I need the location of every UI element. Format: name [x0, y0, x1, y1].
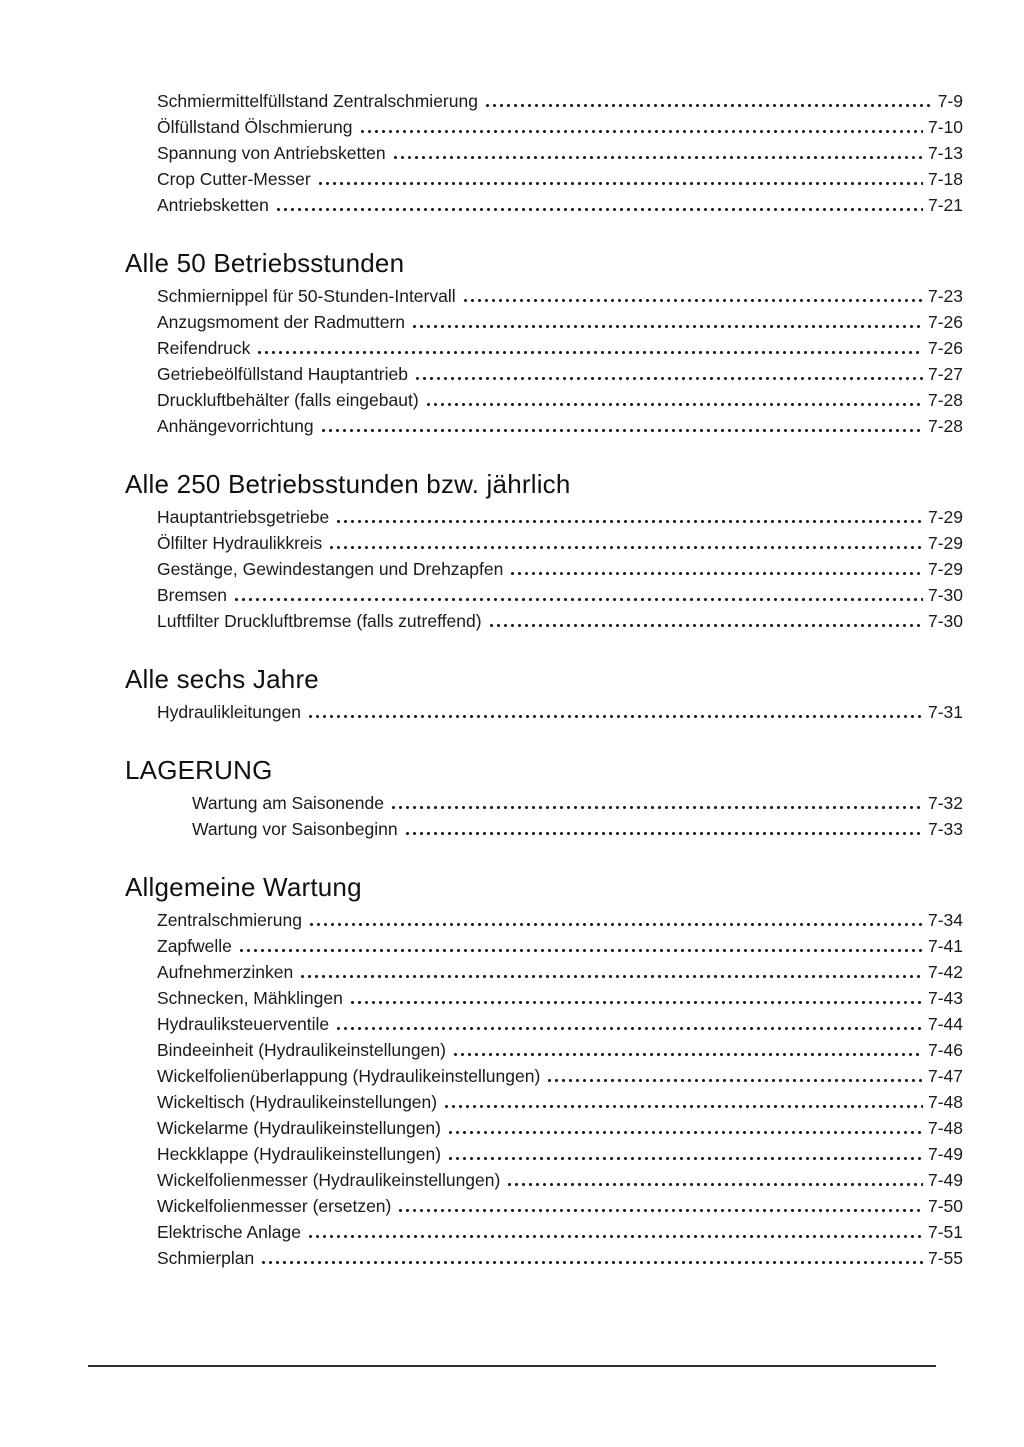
toc-entry	[157, 114, 963, 140]
toc-entry-page: 7-49	[927, 1170, 963, 1190]
section-heading: LAGERUNG	[125, 755, 273, 785]
toc-entry	[157, 1089, 963, 1115]
toc-entry-label: Schmierplan	[157, 1248, 255, 1268]
toc-entry-label: Bremsen	[157, 585, 228, 605]
toc-entry-label: Aufnehmerzinken	[157, 962, 294, 982]
toc-entry	[192, 790, 963, 816]
toc-leader-dots	[307, 1235, 923, 1238]
toc-entry-label: Anhängevorrichtung	[157, 416, 314, 436]
toc-leader-dots	[299, 975, 923, 978]
toc-entry	[157, 1063, 963, 1089]
toc-entry	[157, 504, 963, 530]
toc-entry-label: Bindeeinheit (Hydraulikeinstellungen)	[157, 1040, 446, 1060]
toc-entry-page: 7-9	[937, 91, 963, 111]
toc-entry-page: 7-30	[927, 611, 963, 631]
toc-leader-dots	[447, 1157, 923, 1160]
toc-leader-dots	[447, 1131, 923, 1134]
toc-leader-dots	[404, 832, 923, 835]
toc-entry	[157, 1115, 963, 1141]
toc-leader-dots	[307, 715, 923, 718]
toc-entry-page: 7-48	[927, 1118, 963, 1138]
toc-entry-page: 7-49	[927, 1144, 963, 1164]
toc-entry-page: 7-18	[927, 169, 963, 189]
toc-entry-label: Ölfüllstand Ölschmierung	[157, 117, 353, 137]
toc-entry-page: 7-29	[927, 533, 963, 553]
toc-entry-label: Ölfilter Hydraulikkreis	[157, 533, 323, 553]
toc-entry-label: Hauptantriebsgetriebe	[157, 507, 330, 527]
toc-leader-dots	[275, 208, 923, 211]
toc-entry-page: 7-50	[927, 1196, 963, 1216]
toc-entry	[157, 88, 963, 114]
toc-entry	[157, 907, 963, 933]
toc-entry	[157, 985, 963, 1011]
toc-leader-dots	[392, 156, 923, 159]
toc-entry-page: 7-31	[927, 702, 963, 722]
toc-entry	[157, 582, 963, 608]
toc-entry-page: 7-28	[927, 416, 963, 436]
toc-entry-label: Schmiernippel für 50-Stunden-Intervall	[157, 286, 456, 306]
toc-entry-label: Zentralschmierung	[157, 910, 302, 930]
toc-entry-page: 7-42	[927, 962, 963, 982]
toc-entry	[157, 1193, 963, 1219]
toc-entry-page: 7-27	[927, 364, 963, 384]
toc-leader-dots	[452, 1053, 923, 1056]
toc-entry	[157, 959, 963, 985]
toc-entry	[157, 335, 963, 361]
toc-leader-dots	[256, 351, 923, 354]
toc-entry-page: 7-33	[927, 819, 963, 839]
toc-entry-page: 7-23	[927, 286, 963, 306]
toc-entry-label: Hydraulikleitungen	[157, 702, 301, 722]
toc-leader-dots	[506, 1183, 923, 1186]
toc-entry-label: Wartung am Saisonende	[192, 793, 384, 813]
toc-entry	[157, 699, 963, 725]
toc-leader-dots	[443, 1105, 923, 1108]
toc-entry-page: 7-10	[927, 117, 963, 137]
toc-entry-page: 7-29	[927, 559, 963, 579]
toc-entry	[192, 816, 963, 842]
toc-entry-label: Anzugsmoment der Radmuttern	[157, 312, 406, 332]
toc-entry	[157, 1245, 963, 1271]
toc-leader-dots	[414, 377, 923, 380]
toc-entry-page: 7-51	[927, 1222, 963, 1242]
toc-entry-label: Hydrauliksteuerventile	[157, 1014, 330, 1034]
toc-leader-dots	[425, 403, 923, 406]
toc-entry-label: Antriebsketten	[157, 195, 269, 215]
toc-leader-dots	[335, 1027, 923, 1030]
toc-leader-dots	[488, 624, 923, 627]
toc-entry	[157, 1141, 963, 1167]
toc-entry	[157, 361, 963, 387]
toc-entry	[157, 1037, 963, 1063]
toc-entry-page: 7-55	[927, 1248, 963, 1268]
toc-leader-dots	[320, 429, 923, 432]
toc-entry	[157, 413, 963, 439]
toc-entry	[157, 1167, 963, 1193]
toc-entry-page: 7-44	[927, 1014, 963, 1034]
toc-leader-dots	[546, 1079, 923, 1082]
toc-entry-label: Getriebeölfüllstand Hauptantrieb	[157, 364, 408, 384]
toc-entry-label: Gestänge, Gewindestangen und Drehzapfen	[157, 559, 504, 579]
toc-leader-dots	[462, 299, 923, 302]
toc-entry	[157, 933, 963, 959]
toc-entry-label: Druckluftbehälter (falls eingebaut)	[157, 390, 419, 410]
section-heading: Alle 250 Betriebsstunden bzw. jährlich	[125, 469, 571, 499]
toc-entry	[157, 530, 963, 556]
toc-entry-page: 7-26	[927, 338, 963, 358]
toc-leader-dots	[484, 104, 933, 107]
toc-entry-page: 7-48	[927, 1092, 963, 1112]
toc-entry-label: Zapfwelle	[157, 936, 232, 956]
toc-entry-page: 7-47	[927, 1066, 963, 1086]
toc-entry	[157, 283, 963, 309]
toc-leader-dots	[260, 1261, 923, 1264]
toc-entry	[157, 1219, 963, 1245]
section-heading: Alle 50 Betriebsstunden	[125, 248, 405, 278]
section-heading: Allgemeine Wartung	[125, 872, 362, 902]
toc-leader-dots	[238, 949, 923, 952]
toc-entry-page: 7-41	[927, 936, 963, 956]
toc-entry	[157, 387, 963, 413]
toc-entry	[157, 556, 963, 582]
toc-entry-label: Luftfilter Druckluftbremse (falls zutreffend)	[157, 611, 482, 631]
toc-entry	[157, 1011, 963, 1037]
toc-leader-dots	[359, 130, 923, 133]
toc-content	[125, 88, 963, 1271]
toc-entry-page: 7-43	[927, 988, 963, 1008]
toc-entry-page: 7-32	[927, 793, 963, 813]
toc-entry-page: 7-26	[927, 312, 963, 332]
toc-leader-dots	[349, 1001, 923, 1004]
toc-entry	[157, 608, 963, 634]
toc-entry-page: 7-34	[927, 910, 963, 930]
toc-entry-label: Wartung vor Saisonbeginn	[192, 819, 398, 839]
toc-entry-page: 7-29	[927, 507, 963, 527]
toc-entry-label: Heckklappe (Hydraulikeinstellungen)	[157, 1144, 442, 1164]
toc-leader-dots	[335, 520, 923, 523]
toc-entry-label: Schmiermittelfüllstand Zentralschmierung	[157, 91, 478, 111]
toc-entry-label: Crop Cutter-Messer	[157, 169, 311, 189]
toc-entry-page: 7-46	[927, 1040, 963, 1060]
toc-entry-label: Elektrische Anlage	[157, 1222, 301, 1242]
toc-entry-label: Reifendruck	[157, 338, 251, 358]
toc-leader-dots	[397, 1209, 923, 1212]
toc-entry	[157, 166, 963, 192]
toc-entry-page: 7-30	[927, 585, 963, 605]
toc-entry-label: Spannung von Antriebsketten	[157, 143, 386, 163]
toc-entry-label: Wickelfolienüberlappung (Hydraulikeinstellungen)	[157, 1066, 541, 1086]
toc-leader-dots	[308, 923, 923, 926]
toc-leader-dots	[328, 546, 923, 549]
toc-entry-page: 7-13	[927, 143, 963, 163]
toc-entry-label: Wickelfolienmesser (ersetzen)	[157, 1196, 392, 1216]
toc-entry-page: 7-28	[927, 390, 963, 410]
toc-entry	[157, 309, 963, 335]
toc-leader-dots	[509, 572, 923, 575]
toc-entry-label: Wickelarme (Hydraulikeinstellungen)	[157, 1118, 441, 1138]
toc-leader-dots	[317, 182, 923, 185]
toc-leader-dots	[411, 325, 923, 328]
toc-entry	[157, 140, 963, 166]
toc-leader-dots	[233, 598, 923, 601]
footer-rule	[88, 1365, 936, 1367]
toc-entry	[157, 192, 963, 218]
toc-entry-label: Wickelfolienmesser (Hydraulikeinstellungen)	[157, 1170, 501, 1190]
toc-leader-dots	[390, 806, 923, 809]
toc-entry-label: Schnecken, Mähklingen	[157, 988, 343, 1008]
toc-entry-label: Wickeltisch (Hydraulikeinstellungen)	[157, 1092, 438, 1112]
section-heading: Alle sechs Jahre	[125, 664, 319, 694]
toc-entry-page: 7-21	[927, 195, 963, 215]
